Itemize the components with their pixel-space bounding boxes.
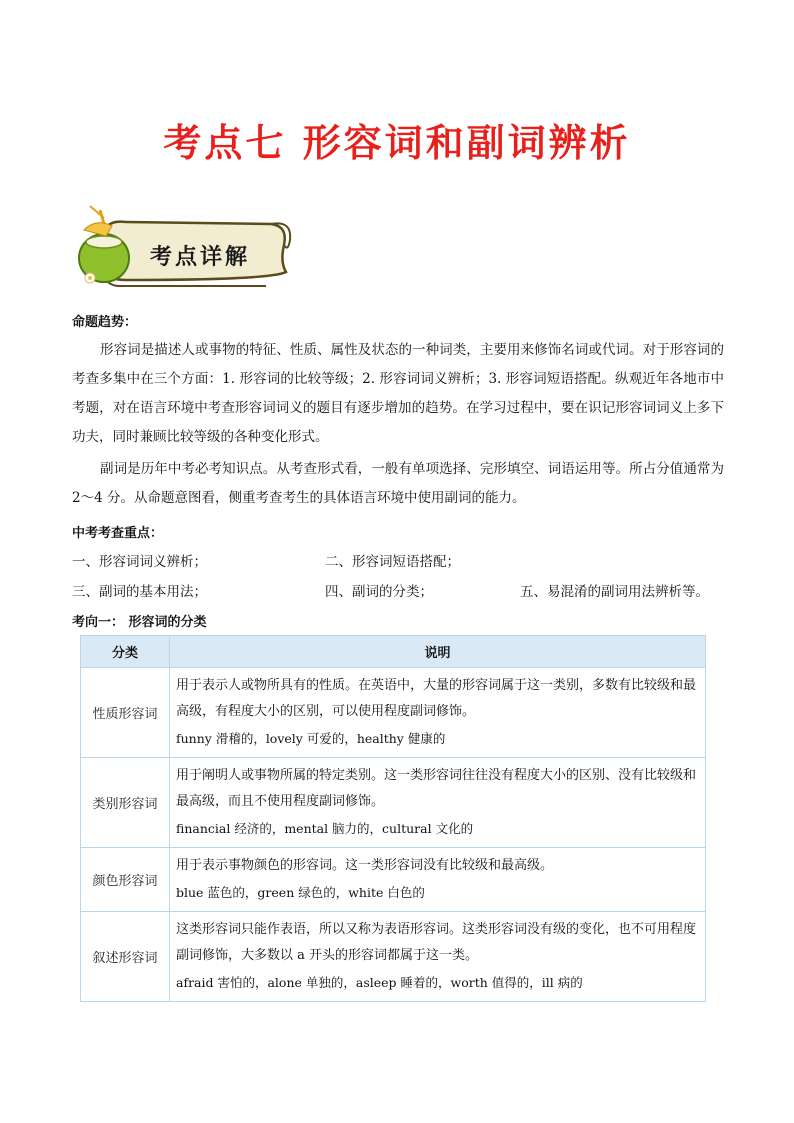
trend-paragraph-2: 副词是历年中考必考知识点。从考查形式看，一般有单项选择、完形填空、词语运用等。所占分值通常为 2～4 分。从命题意图看，侧重考查考生的具体语言环境中使用副词的能力。 xyxy=(72,461,724,506)
table-row xyxy=(81,912,706,1002)
header-description: 说明 xyxy=(170,636,706,668)
description-text: 用于表示事物颜色的形容词。这一类形容词没有比较级和最高级。 xyxy=(176,858,554,873)
direction-heading: 考向一： 形容词的分类 xyxy=(72,615,207,630)
example-text: financial 经济的，mental 脑力的，cultural 文化的 xyxy=(176,821,474,836)
focus-item-4: 四、副词的分类； xyxy=(325,584,433,600)
focus-heading: 中考考查重点： xyxy=(72,526,164,541)
trend-paragraph-1: 形容词是描述人或事物的特征、性质、属性及状态的一种词类，主要用来修饰名词或代词。对于形容词的考查多集中在三个方面：1. 形容词的比较等级；2. 形容词词义辨析；3. 形容词短语搭配。纵观近年各地市中考题，对在语言环境中考查形容词词义的题目有逐步增加的趋势。在学习过程中，要在识记形容词词义上多下功夫，同时兼顾比较等级的各种变化形式。 xyxy=(72,342,724,445)
row-category: 类别形容词 xyxy=(81,758,170,848)
table-row xyxy=(81,758,706,848)
example-text: blue 蓝色的，green 绿色的，white 白色的 xyxy=(176,885,425,900)
row-description xyxy=(170,848,706,912)
description-text: 这类形容词只能作表语，所以又称为表语形容词。这类形容词没有级的变化，也不可用程度副词修饰，大多数以 a 开头的形容词都属于这一类。 xyxy=(176,922,697,963)
description-text: 用于表示人或物所具有的性质。在英语中，大量的形容词属于这一类别，多数有比较级和最高级，有程度大小的区别，可以使用程度副词修饰。 xyxy=(176,678,697,719)
row-description xyxy=(170,912,706,1002)
coconut-drink-icon xyxy=(79,206,129,283)
row-category: 颜色形容词 xyxy=(81,848,170,912)
description-text: 用于阐明人或事物所属的特定类别。这一类形容词往往没有程度大小的区别、没有比较级和最高级，而且不使用程度副词修饰。 xyxy=(176,768,697,809)
trend-heading: 命题趋势： xyxy=(72,315,138,330)
page-title: 考点七 形容词和副词辨析 xyxy=(163,121,631,165)
table-row xyxy=(81,848,706,912)
row-description xyxy=(170,758,706,848)
row-description xyxy=(170,668,706,758)
section-banner xyxy=(66,200,296,295)
focus-item-1: 一、形容词词义辨析； xyxy=(72,554,207,570)
table-header-row xyxy=(81,636,706,668)
row-category: 叙述形容词 xyxy=(81,912,170,1002)
adjective-classification-table xyxy=(80,635,706,1002)
focus-item-3: 三、副词的基本用法； xyxy=(72,584,207,600)
focus-item-5: 五、易混淆的副词用法辨析等。 xyxy=(520,584,709,600)
example-text: funny 滑稽的，lovely 可爱的，healthy 健康的 xyxy=(176,731,446,746)
focus-item-2: 二、形容词短语搭配； xyxy=(325,554,460,570)
header-category: 分类 xyxy=(81,636,170,668)
row-category: 性质形容词 xyxy=(81,668,170,758)
example-text: afraid 害怕的，alone 单独的，asleep 睡着的，worth 值得的，ill 病的 xyxy=(176,975,583,990)
table-row xyxy=(81,668,706,758)
banner-label: 考点详解 xyxy=(150,244,251,270)
